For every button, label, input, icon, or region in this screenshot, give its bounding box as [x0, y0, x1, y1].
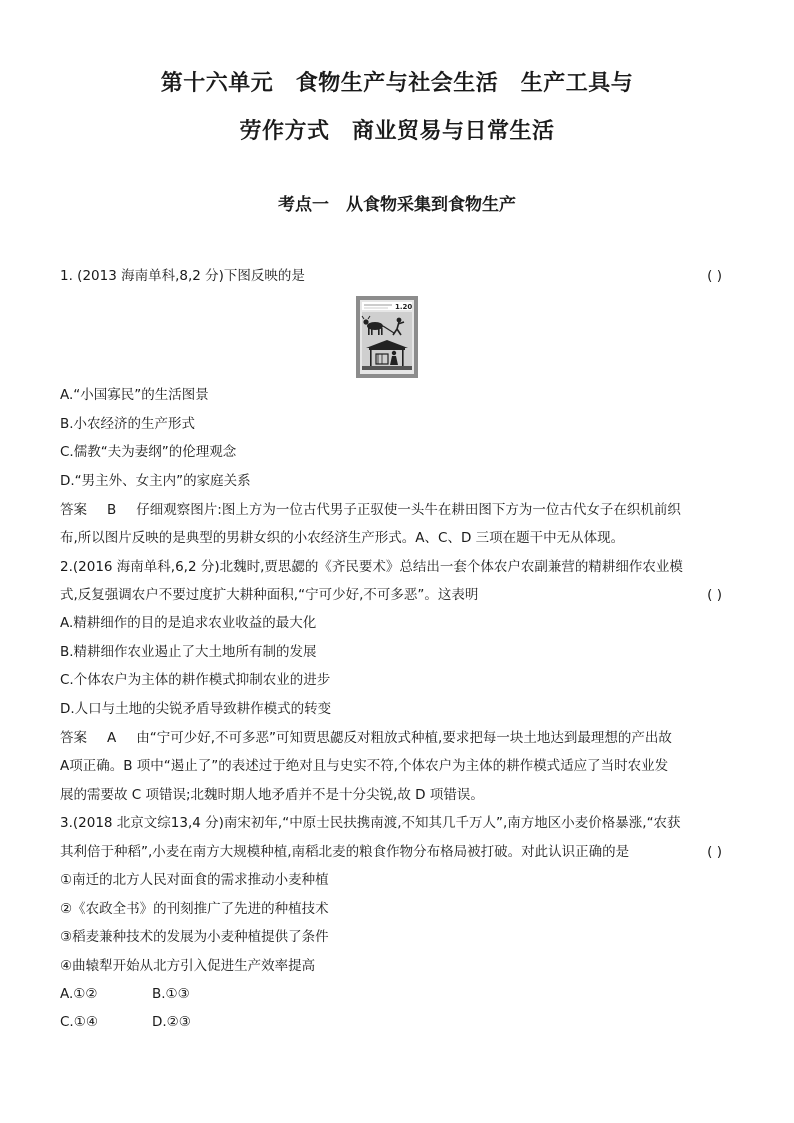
q1-option-c: C.儒教“夫为妻纲”的伦理观念 [60, 444, 237, 460]
q2-stem-line-2 [60, 585, 734, 605]
q3-option-b: B.①③ [152, 986, 190, 1002]
q3-answer-paren: ( ) [707, 844, 722, 860]
q2-answer-text-1: 由“宁可少好,不可多恶”可知贾思勰反对粗放式种植,要求把每一块土地达到最理想的产出故 [136, 730, 672, 746]
q2-answer-line-2: A项正确。B 项中“遏止了”的表述过于绝对且与史实不符,个体农户为主体的耕作模式适应了当时农业发 [60, 758, 669, 774]
stamp-value: 1.20 [395, 303, 413, 311]
q3-option-a: A.①② [60, 986, 98, 1002]
q3-option-c: C.①④ [60, 1014, 98, 1030]
q3-statement-2: ②《农政全书》的刊刻推广了先进的种植技术 [60, 901, 329, 917]
q3-stem-line-2 [60, 842, 734, 862]
q1-stem-text: 1. (2013 海南单科,8,2 分)下图反映的是 [60, 268, 305, 284]
q3-statement-4: ④曲辕犁开始从北方引入促进生产效率提高 [60, 958, 316, 974]
q2-answer-letter: A [107, 730, 117, 746]
q3-options-row-1 [60, 984, 734, 1004]
stamp-image-farming-weaving [356, 296, 418, 378]
q1-option-d: D.“男主外、女主内”的家庭关系 [60, 473, 251, 489]
q1-answer-line-1 [60, 500, 734, 520]
q3-options-row-2 [60, 1012, 734, 1032]
q2-answer-label: 答案 [60, 730, 87, 746]
q1-answer-label: 答案 [60, 502, 87, 518]
q2-answer-line-3: 展的需要故 C 项错误;北魏时期人地矛盾并不是十分尖锐,故 D 项错误。 [60, 787, 484, 803]
q2-stem-line-1: 2.(2016 海南单科,6,2 分)北魏时,贾思勰的《齐民要术》总结出一套个体农户农副兼营的精耕细作农业模 [60, 559, 683, 575]
q3-stem-text-2: 其利倍于种稻”,小麦在南方大规模种植,南稻北麦的粮食作物分布格局被打破。对此认识正确的是 [60, 844, 630, 860]
q2-option-d: D.人口与土地的尖锐矛盾导致耕作模式的转变 [60, 701, 332, 717]
q3-stem-line-1: 3.(2018 北京文综13,4 分)南宋初年,“中原士民扶携南渡,不知其几千万人”,南方地区小麦价格暴涨,“农获 [60, 815, 681, 831]
q1-answer-letter: B [107, 502, 117, 518]
q3-option-d: D.②③ [152, 1014, 191, 1030]
q2-option-c: C.个体农户为主体的耕作模式抑制农业的进步 [60, 672, 331, 688]
q2-stem-text-2: 式,反复强调农户不要过度扩大耕种面积,“宁可少好,不可多恶”。这表明 [60, 587, 479, 603]
q3-statement-3: ③稻麦兼种技术的发展为小麦种植提供了条件 [60, 929, 329, 945]
q1-answer-paren: ( ) [707, 268, 722, 284]
q3-statement-1: ①南迁的北方人民对面食的需求推动小麦种植 [60, 872, 329, 888]
q2-option-b: B.精耕细作农业遏止了大土地所有制的发展 [60, 644, 317, 660]
q2-option-a: A.精耕细作的目的是追求农业收益的最大化 [60, 615, 317, 631]
q2-answer-line-1 [60, 728, 734, 748]
section-title: 考点一 从食物采集到食物生产 [278, 195, 516, 215]
q1-answer-line-2: 布,所以图片反映的是典型的男耕女织的小农经济生产形式。A、C、D 三项在题干中无从体现。 [60, 530, 625, 546]
unit-title-line-2: 劳作方式 商业贸易与日常生活 [239, 119, 555, 144]
q1-stem [60, 266, 734, 286]
unit-title-line-1: 第十六单元 食物生产与社会生活 生产工具与 [160, 71, 634, 96]
q2-answer-paren: ( ) [707, 587, 722, 603]
q1-option-a: A.“小国寡民”的生活图景 [60, 387, 209, 403]
q1-option-b: B.小农经济的生产形式 [60, 416, 196, 432]
q1-answer-text-1: 仔细观察图片:图上方为一位古代男子正驭使一头牛在耕田图下方为一位古代女子在织机前织 [136, 502, 681, 518]
